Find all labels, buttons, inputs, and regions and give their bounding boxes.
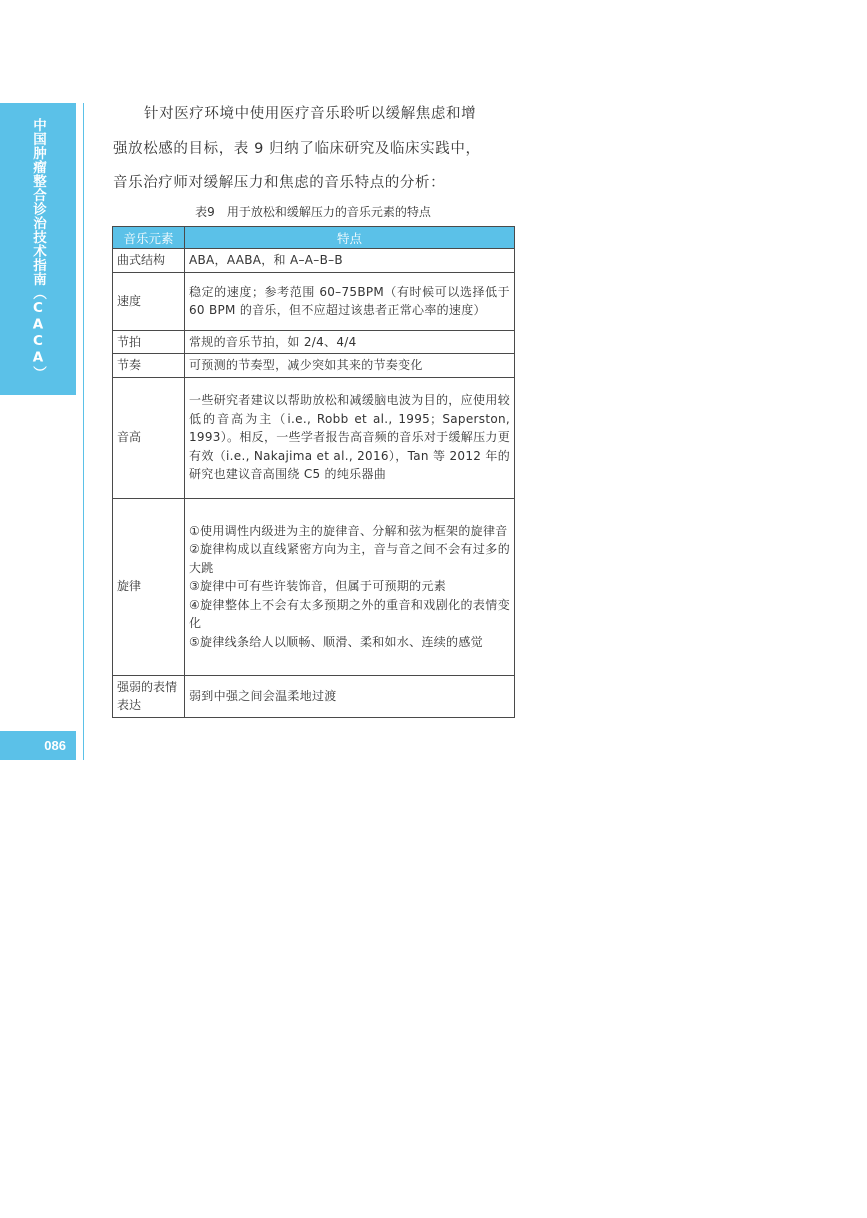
music-elements-table — [112, 226, 515, 718]
table-row — [113, 498, 515, 675]
table-header-element: 音乐元素 — [113, 227, 185, 249]
table-caption-number: 表9 — [195, 205, 215, 219]
row-element: 节奏 — [113, 354, 185, 378]
row-element: 节拍 — [113, 330, 185, 354]
sidebar-tab — [0, 103, 76, 395]
intro-paragraph — [113, 97, 517, 201]
intro-line-2: 强放松感的目标，表 9 归纳了临床研究及临床实践中， — [113, 140, 481, 157]
melody-point-4: ④旋律整体上不会有太多预期之外的重音和戏剧化的表情变化 — [189, 597, 510, 631]
table-row — [113, 377, 515, 498]
row-feature: 弱到中强之间会温柔地过渡 — [185, 675, 515, 717]
margin-divider — [83, 103, 84, 760]
table-row — [113, 249, 515, 273]
row-feature: ABA，AABA，和 A–A–B–B — [185, 249, 515, 273]
melody-point-3: ③旋律中可有些许装饰音，但属于可预期的元素 — [189, 579, 447, 594]
sidebar-title: 中国肿瘤整合诊治技术指南（CACA） — [30, 118, 46, 380]
table-row — [113, 330, 515, 354]
row-element: 音高 — [113, 377, 185, 498]
row-element: 速度 — [113, 272, 185, 330]
row-feature: 可预测的节奏型，减少突如其来的节奏变化 — [185, 354, 515, 378]
row-feature-list — [185, 498, 515, 675]
page-number: 086 — [44, 738, 66, 753]
intro-line-1: 针对医疗环境中使用医疗音乐聆听以缓解焦虑和增 — [144, 106, 477, 122]
table-row — [113, 272, 515, 330]
row-element: 旋律 — [113, 498, 185, 675]
table-caption-title: 用于放松和缓解压力的音乐元素的特点 — [226, 205, 431, 219]
table-row — [113, 675, 515, 717]
melody-point-1: ①使用调性内级进为主的旋律音、分解和弦为框架的旋律音 — [189, 523, 508, 538]
row-feature: 稳定的速度；参考范围 60–75BPM（有时候可以选择低于 60 BPM 的音乐，但不应超过该患者正常心率的速度） — [185, 272, 515, 330]
row-element: 强弱的表情表达 — [113, 675, 185, 717]
row-feature: 常规的音乐节拍，如 2/4、4/4 — [185, 330, 515, 354]
table-header-features: 特点 — [185, 227, 515, 249]
table-header-row — [113, 227, 515, 249]
table-row — [113, 354, 515, 378]
page-number-tab — [0, 731, 76, 760]
melody-point-2: ②旋律构成以直线紧密方向为主，音与音之间不会有过多的大跳 — [189, 542, 510, 575]
row-element: 曲式结构 — [113, 249, 185, 273]
table-caption — [113, 203, 513, 220]
intro-line-3: 音乐治疗师对缓解压力和焦虑的音乐特点的分析： — [113, 175, 446, 191]
melody-point-5: ⑤旋律线条给人以顺畅、顺滑、柔和如水、连续的感觉 — [189, 634, 483, 649]
row-feature: 一些研究者建议以帮助放松和减缓脑电波为目的，应使用较低的音高为主（i.e., Robb et al., 1995；Saperston, 1993）。相反，一些学者报告高音频的音乐对于缓解压力更有效（i.e., Nakajima et al., 2016），Tan 等 2012 年的研究也建议音高围绕 C5 的纯乐器曲 — [185, 377, 515, 498]
